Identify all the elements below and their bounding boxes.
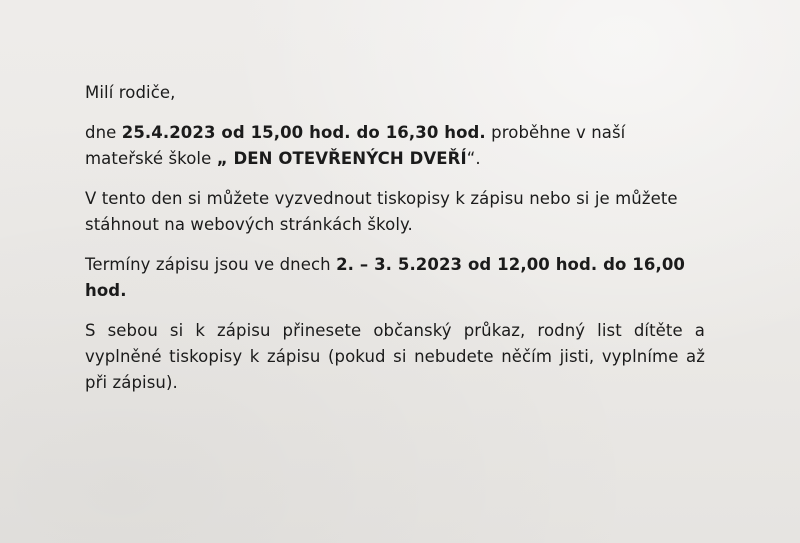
p1-text-c: “.: [466, 149, 481, 168]
p1-text-a: dne: [85, 123, 122, 142]
p3-text-a: Termíny zápisu jsou ve dnech: [85, 255, 337, 274]
paragraph-documents: S sebou si k zápisu přinesete občanský průkaz, rodný list dítěte a vyplněné tiskopisy k zápisu (pokud si nebudete něčím jisti, vyplníme až při zápisu).: [85, 321, 705, 392]
paragraph-open-day: [85, 120, 705, 172]
paragraph-enrollment-dates: [85, 252, 705, 304]
paragraph-forms: V tento den si můžete vyzvednout tiskopisy k zápisu nebo si je můžete stáhnout na webových stránkách školy.: [85, 189, 678, 234]
p3-dates: 2. – 3. 5.2023 od 12,00 hod. do 16,00 hod.: [85, 255, 685, 300]
notice-text: [85, 80, 705, 410]
greeting: Milí rodiče,: [85, 83, 176, 102]
p1-date-time: 25.4.2023 od 15,00 hod. do 16,30 hod.: [121, 123, 486, 142]
p1-event-name: „ DEN OTEVŘENÝCH DVEŘÍ: [216, 149, 467, 168]
p1-text-b: proběhne v naší mateřské škole: [85, 123, 626, 168]
